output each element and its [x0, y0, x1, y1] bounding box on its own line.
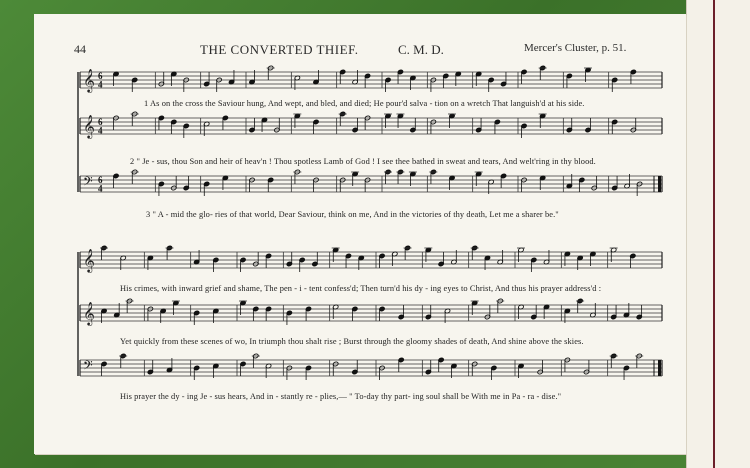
lyric-line: 1 As on the cross the Saviour hung, And wept, and bled, and died; He pour'd salva - tion on a wretch That languish'd at his side.: [144, 99, 585, 108]
bass-clef-icon: 𝄢: [83, 358, 93, 376]
lyric-line: 3 " A - mid the glo- ries of that world, Dear Saviour, think on me, And in the victories of thy death, Let me a sharer be.": [146, 210, 559, 219]
time-signature-denominator: 4: [98, 79, 103, 90]
page-number: 44: [74, 42, 86, 56]
tune-reference: Mercer's Cluster, p. 51.: [524, 42, 627, 54]
hymn-meter: C. M. D.: [398, 42, 444, 57]
final-double-barline: [658, 360, 661, 376]
hymn-title: THE CONVERTED THIEF.: [200, 42, 359, 57]
treble-clef-icon: 𝄞: [83, 68, 95, 92]
time-signature-numerator: 6: [98, 117, 103, 127]
time-signature-numerator: 6: [98, 175, 103, 185]
lyric-line: His prayer the dy - ing Je - sus hears, And in - stantly re - plies,— " To-day thy part- ing soul shall be With me in Pa - ra - dise.": [120, 392, 562, 401]
lyric-line: 2 " Je - sus, thou Son and heir of heav'n ! Thou spotless Lamb of God ! I see thee bathed in sweat and tears, And welt'ring in thy blood.: [130, 157, 596, 166]
time-signature-denominator: 4: [98, 125, 103, 136]
treble-clef-icon: 𝄞: [83, 301, 95, 325]
final-double-barline: [658, 176, 661, 192]
lyric-line: Yet quickly from these scenes of wo, In triumph thou shalt rise ; Burst through the gloomy shades of death, And shine above the skies.: [120, 337, 584, 346]
time-signature-denominator: 4: [98, 183, 103, 194]
time-signature-numerator: 6: [98, 71, 103, 81]
bass-clef-icon: 𝄢: [83, 174, 93, 192]
lyric-line: His crimes, with inward grief and shame, The pen - i - tent confess'd; Then turn'd his dy - ing eyes to Christ, And thus his prayer address'd :: [120, 284, 602, 293]
treble-clef-icon: 𝄞: [83, 248, 95, 272]
treble-clef-icon: 𝄞: [83, 114, 95, 138]
